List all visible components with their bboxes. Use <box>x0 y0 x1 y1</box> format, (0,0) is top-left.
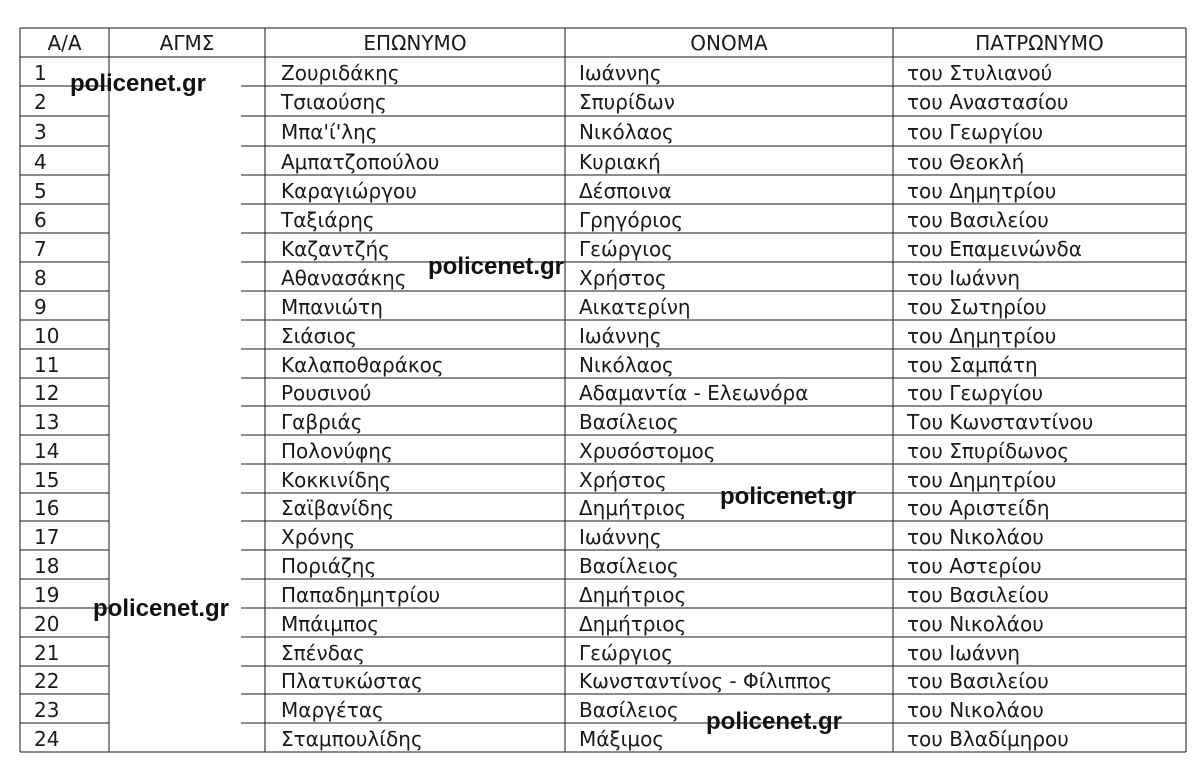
watermark-logo: policenet.gr <box>428 253 565 280</box>
row-number: 16 <box>34 496 60 520</box>
patronymic: του Σπυρίδωνος <box>907 439 1070 463</box>
patronymic: του Αναστασίου <box>907 90 1069 114</box>
row-number: 9 <box>34 295 47 319</box>
patronymic: του Δημητρίου <box>907 324 1057 348</box>
patronymic: του Σωτηρίου <box>907 295 1047 319</box>
patronymic: του Βασιλείου <box>907 583 1049 607</box>
row-number: 17 <box>34 525 60 549</box>
surname: Μπανιώτη <box>281 295 383 319</box>
patronymic: του Αριστείδη <box>907 496 1050 520</box>
row-number: 19 <box>34 583 60 607</box>
row-number: 21 <box>34 641 60 665</box>
row-number: 12 <box>34 381 60 405</box>
row-number: 6 <box>34 208 47 232</box>
surname: Καραγιώργου <box>281 179 417 203</box>
surname: Μπάιμπος <box>281 612 379 636</box>
patronymic: του Σαμπάτη <box>907 353 1038 377</box>
first-name: Χρυσόστομος <box>579 439 716 463</box>
row-number: 23 <box>34 698 60 722</box>
surname: Τσιαούσης <box>281 90 387 114</box>
surname: Αμπατζοπούλου <box>281 150 440 174</box>
header-name: ΟΝΟΜΑ <box>690 31 768 55</box>
watermark-logo: policenet.gr <box>720 483 857 510</box>
surname: Ρουσινού <box>281 381 372 405</box>
first-name: Γεώργιος <box>579 237 673 261</box>
patronymic: του Ιωάννη <box>907 266 1021 290</box>
surname: Πολονύφης <box>281 439 393 463</box>
first-name: Ιωάννης <box>579 525 662 549</box>
surname: Ζουριδάκης <box>281 61 400 85</box>
first-name: Νικόλαος <box>579 120 674 144</box>
surname: Ταξιάρης <box>281 208 375 232</box>
surname: Χρόνης <box>281 525 356 549</box>
patronymic: του Θεοκλή <box>907 150 1025 174</box>
header-patronymic: ΠΑΤΡΩΝΥΜΟ <box>975 31 1104 55</box>
surname: Γαβριάς <box>281 410 363 434</box>
patronymic: του Βασιλείου <box>907 669 1049 693</box>
row-number: 22 <box>34 669 60 693</box>
row-number: 14 <box>34 439 60 463</box>
first-name: Αικατερίνη <box>579 295 691 319</box>
row-number: 18 <box>34 554 60 578</box>
first-name: Σπυρίδων <box>579 90 675 114</box>
row-number: 3 <box>34 120 47 144</box>
surname: Καλαποθαράκος <box>281 353 444 377</box>
patronymic: Του Κωνσταντίνου <box>907 410 1094 434</box>
first-name: Ιωάννης <box>579 61 662 85</box>
first-name: Κυριακή <box>579 150 661 174</box>
first-name: Βασίλειος <box>579 554 679 578</box>
patronymic: του Δημητρίου <box>907 468 1057 492</box>
first-name: Δημήτριος <box>579 496 687 520</box>
row-number: 4 <box>34 150 47 174</box>
surname: Σαϊβανίδης <box>281 496 395 520</box>
surname: Αθανασάκης <box>281 266 407 290</box>
first-name: Κωνσταντίνος - Φίλιππος <box>579 669 833 693</box>
watermark-logo: policenet.gr <box>706 708 843 735</box>
surname: Ποριάζης <box>281 554 377 578</box>
patronymic: του Βασιλείου <box>907 208 1049 232</box>
first-name: Γρηγόριος <box>579 208 684 232</box>
row-number: 20 <box>34 612 60 636</box>
row-number: 8 <box>34 266 47 290</box>
row-number: 2 <box>34 90 47 114</box>
first-name: Αδαμαντία - Ελεωνόρα <box>579 381 809 405</box>
first-name: Χρήστος <box>579 266 667 290</box>
first-name: Μάξιμος <box>579 727 665 751</box>
surname: Σταμπουλίδης <box>281 727 423 751</box>
surname: Σιάσιος <box>281 324 358 348</box>
patronymic: του Νικολάου <box>907 612 1044 636</box>
surname: Πλατυκώστας <box>281 669 423 693</box>
row-number: 13 <box>34 410 60 434</box>
patronymic: του Δημητρίου <box>907 179 1057 203</box>
row-number: 15 <box>34 468 60 492</box>
first-name: Δημήτριος <box>579 583 687 607</box>
surname: Κοκκινίδης <box>281 468 392 492</box>
patronymic: του Νικολάου <box>907 525 1044 549</box>
first-name: Γεώργιος <box>579 641 673 665</box>
patronymic: του Επαμεινώνδα <box>907 237 1082 261</box>
surname: Παπαδημητρίου <box>281 583 441 607</box>
first-name: Χρήστος <box>579 468 667 492</box>
row-number: 24 <box>34 727 60 751</box>
patronymic: του Αστερίου <box>907 554 1042 578</box>
row-number: 7 <box>34 237 47 261</box>
patronymic: του Γεωργίου <box>907 381 1044 405</box>
row-number: 10 <box>34 324 60 348</box>
patronymic: του Στυλιανού <box>907 61 1053 85</box>
surname: Σπένδας <box>281 641 365 665</box>
first-name: Βασίλειος <box>579 698 679 722</box>
header-aa: Α/Α <box>47 31 82 55</box>
patronymic: του Νικολάου <box>907 698 1044 722</box>
surname: Μπα'ί'λης <box>281 120 378 144</box>
watermark-logo: policenet.gr <box>70 70 207 97</box>
watermark-logo: policenet.gr <box>93 595 230 622</box>
first-name: Νικόλαος <box>579 353 674 377</box>
row-number: 11 <box>34 353 60 377</box>
first-name: Δέσποινα <box>579 179 672 203</box>
patronymic: του Βλαδίμηρου <box>907 727 1069 751</box>
row-number: 1 <box>34 61 47 85</box>
first-name: Βασίλειος <box>579 410 679 434</box>
header-surname: ΕΠΩΝΥΜΟ <box>363 31 467 55</box>
first-name: Δημήτριος <box>579 612 687 636</box>
surname: Μαργέτας <box>281 698 384 722</box>
surname: Καζαντζής <box>281 237 390 261</box>
patronymic: του Ιωάννη <box>907 641 1021 665</box>
header-agms: ΑΓΜΣ <box>159 31 215 55</box>
row-number: 5 <box>34 179 47 203</box>
patronymic: του Γεωργίου <box>907 120 1044 144</box>
first-name: Ιωάννης <box>579 324 662 348</box>
